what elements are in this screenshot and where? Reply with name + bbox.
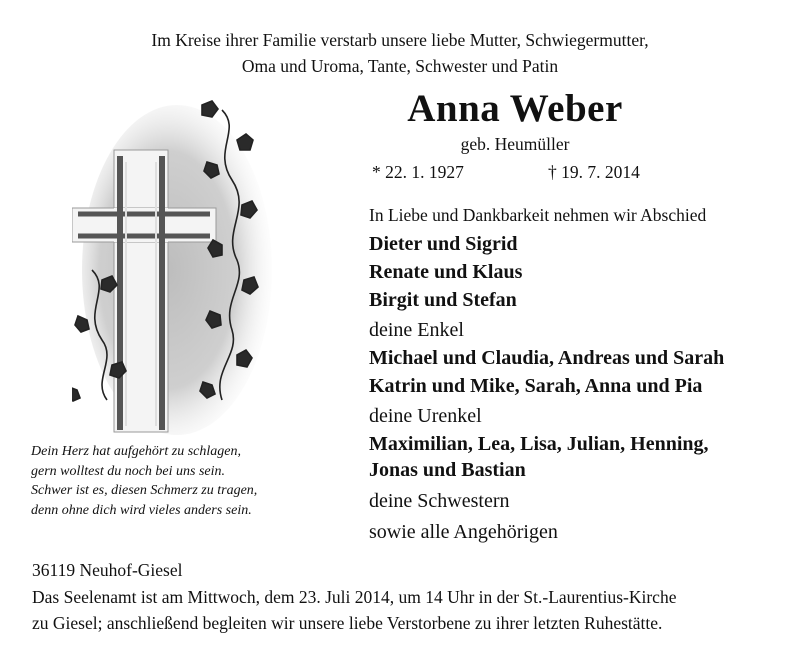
intro-line-1: Im Kreise ihrer Familie verstarb unsere liebe Mutter, Schwiegermutter, [151,30,649,50]
notice-line: Das Seelenamt ist am Mittwoch, dem 23. Juli 2014, um 14 Uhr in der St.-Laurentius-Kirche [32,587,677,607]
intro-line-2: Oma und Uroma, Tante, Schwester und Patin [241,56,559,76]
place: 36119 Neuhof-Giesel [32,560,183,580]
death-date: † 19. 7. 2014 [548,162,640,182]
funeral-notice [32,584,792,636]
background-shading [82,105,272,435]
cross-with-ivy-illustration [72,100,322,435]
mourner-line: Renate und Klaus [369,261,523,283]
grandchildren-names: Michael und Claudia, Andreas und Sarah [369,347,725,369]
farewell-text: In Liebe und Dankbarkeit nehmen wir Abschied [369,205,707,225]
notice-line: zu Giesel; anschließend begleiten wir unsere liebe Verstorbene zu ihrer letzten Ruhestätte. [32,613,663,633]
great-grandchildren-names: Jonas und Bastian [369,459,526,481]
birth-date: * 22. 1. 1927 [372,162,464,182]
poem-line: gern wolltest du noch bei uns sein. [31,463,226,479]
poem [31,442,257,520]
mourner-line: Dieter und Sigrid [369,233,518,255]
mourner-line: Birgit und Stefan [369,289,517,311]
great-grandchildren-names: Maximilian, Lea, Lisa, Julian, Henning, [369,433,709,455]
grandchildren-names: Katrin und Mike, Sarah, Anna und Pia [369,375,703,397]
great-grandchildren-label: deine Urenkel [369,405,482,427]
poem-line: Dein Herz hat aufgehört zu schlagen, [31,444,241,459]
poem-line: Schwer ist es, diesen Schmerz zu tragen, [31,483,258,498]
relatives-label: sowie alle Angehörigen [369,521,558,543]
poem-line: denn ohne dich wird vieles anders sein. [31,502,252,518]
deceased-name: Anna Weber [407,87,623,130]
grandchildren-label: deine Enkel [369,319,464,341]
maiden-name: geb. Heumüller [460,134,570,154]
sisters-label: deine Schwestern [369,490,510,512]
